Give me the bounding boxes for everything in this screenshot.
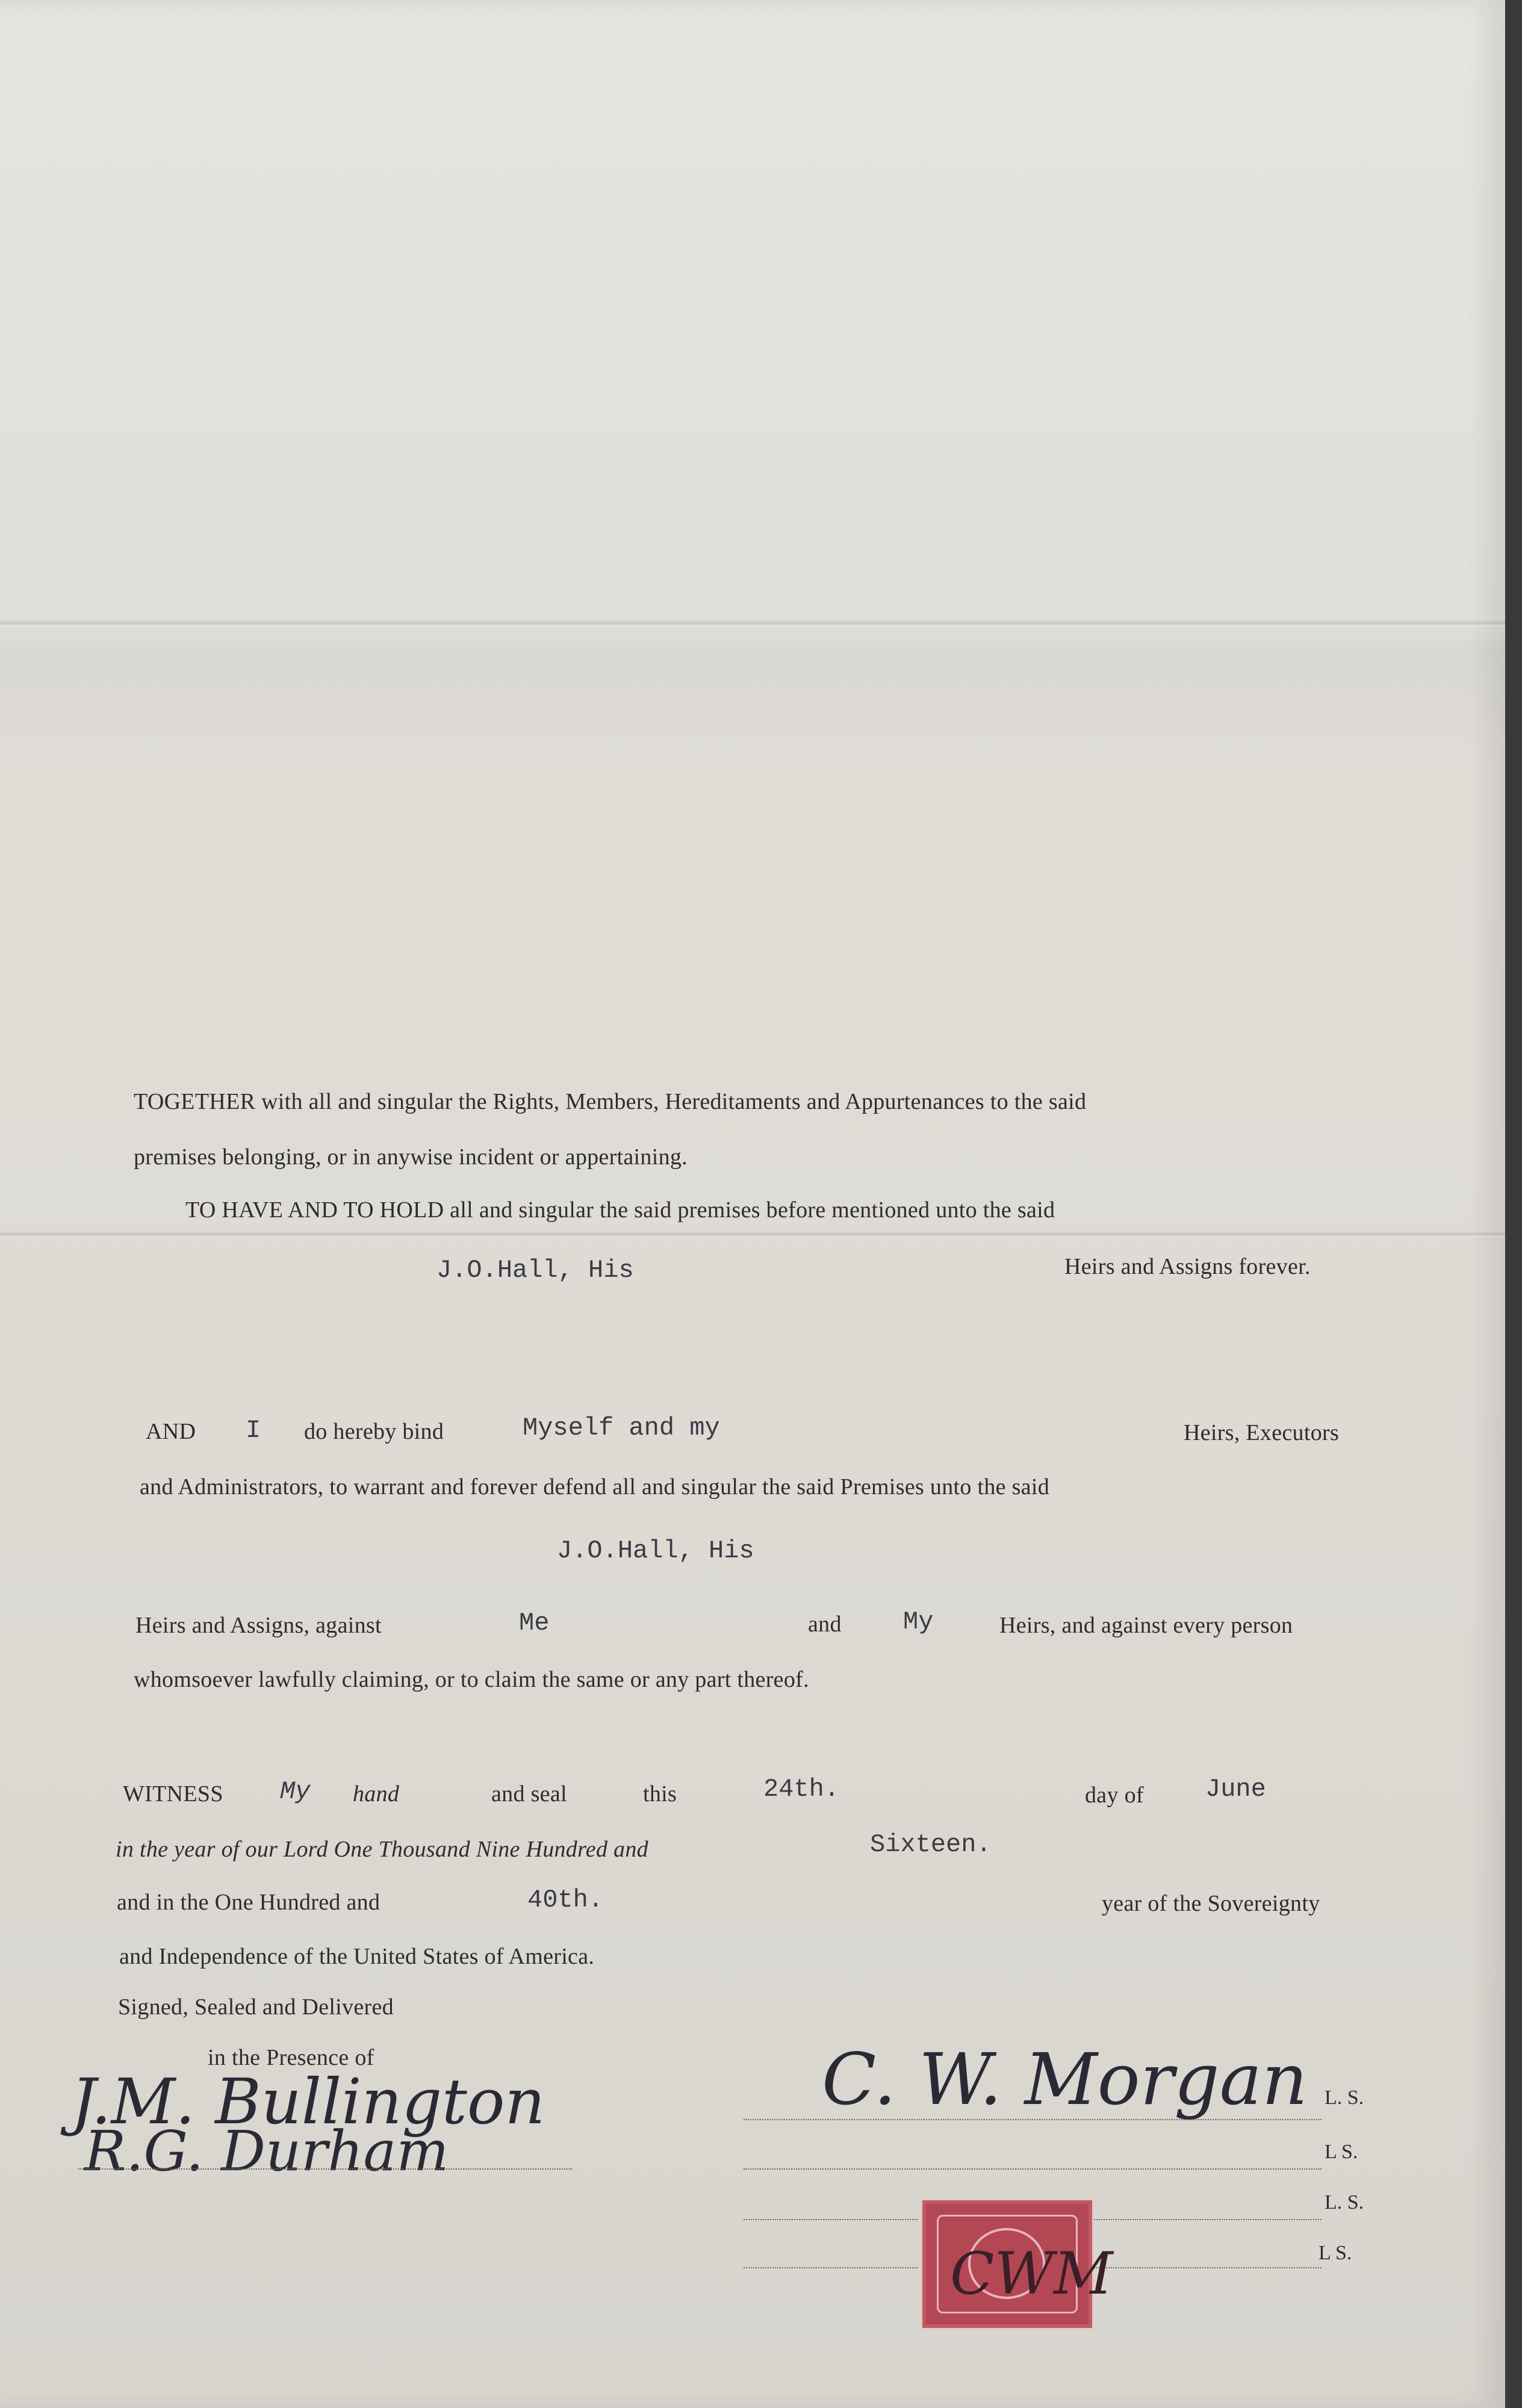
paper-fold	[0, 1231, 1505, 1237]
myself-text: Myself and my	[523, 1413, 720, 1442]
sovereignty-text: year of the Sovereignty	[1102, 1891, 1320, 1916]
ls-seal-2: L S.	[1325, 2141, 1358, 2163]
signature-line-4b	[1090, 2267, 1322, 2268]
year-word: Sixteen.	[870, 1830, 992, 1859]
and-label: AND	[146, 1419, 196, 1444]
year-of-lord-text: in the year of our Lord One Thousand Nine Hundred and	[116, 1837, 648, 1862]
signature-line-3b	[1090, 2219, 1322, 2220]
my-text: My	[903, 1607, 934, 1636]
signature-line-2	[744, 2168, 1322, 2170]
grantee-name-2: J.O.Hall, His	[557, 1536, 754, 1565]
signature-line-3a	[744, 2219, 918, 2220]
ls-seal-3: L. S.	[1325, 2191, 1364, 2214]
heirs-every-person: Heirs, and against every person	[999, 1613, 1293, 1638]
administrators-line: and Administrators, to warrant and forever defend all and singular the said Premises unto the said	[140, 1474, 1050, 1500]
heirs-assigns-against: Heirs and Assigns, against	[135, 1613, 382, 1638]
this-text: this	[643, 1781, 677, 1807]
witness-signature-line	[78, 2168, 572, 2170]
grantee-name: J.O.Hall, His	[436, 1256, 634, 1285]
witness-label: WITNESS	[123, 1781, 223, 1807]
together-clause-line-1: TOGETHER with all and singular the Rights, Members, Hereditaments and Appurtenances to the said	[134, 1089, 1087, 1114]
witness-hand: hand	[353, 1781, 400, 1807]
bind-text: do hereby bind	[304, 1419, 444, 1444]
revenue-stamp	[922, 2200, 1113, 2328]
me-text: Me	[519, 1609, 550, 1637]
ls-seal-1: L. S.	[1325, 2087, 1364, 2109]
signed-sealed-delivered: Signed, Sealed and Delivered	[118, 1994, 394, 2020]
ls-seal-4: L S.	[1319, 2242, 1352, 2264]
witness-my: My	[280, 1777, 311, 1806]
grantor-signature: C. W. Morgan	[822, 2038, 1308, 2121]
witness-signature-1: J.M. Bullington	[71, 2065, 545, 2138]
in-presence-of: in the Presence of	[208, 2045, 374, 2070]
signature-line-1	[744, 2119, 1322, 2120]
month: June	[1205, 1775, 1266, 1804]
signature-line-4a	[744, 2267, 918, 2268]
independence-text: and Independence of the United States of America.	[119, 1944, 595, 1969]
whomsoever-line: whomsoever lawfully claiming, or to claim the same or any part thereof.	[134, 1667, 809, 1692]
paper-fold	[0, 620, 1505, 626]
day-of-text: day of	[1085, 1783, 1144, 1808]
together-clause-line-2: premises belonging, or in anywise incident or appertaining.	[134, 1144, 688, 1170]
day-number: 24th.	[763, 1775, 840, 1804]
stamp-cancellation: CWM	[950, 2240, 1113, 2307]
heirs-forever-text: Heirs and Assigns forever.	[1064, 1254, 1311, 1279]
one-hundred-and-text: and in the One Hundred and	[117, 1890, 380, 1915]
habendum-clause: TO HAVE AND TO HOLD all and singular the said premises before mentioned unto the said	[185, 1197, 1055, 1223]
and-seal-text: and seal	[491, 1781, 567, 1807]
witness-signature-2: R.G. Durham	[84, 2119, 449, 2183]
grantor-pronoun: I	[246, 1416, 261, 1445]
sovereignty-number: 40th.	[527, 1885, 604, 1914]
and-word: and	[808, 1612, 842, 1637]
heirs-executors-text: Heirs, Executors	[1184, 1420, 1340, 1445]
